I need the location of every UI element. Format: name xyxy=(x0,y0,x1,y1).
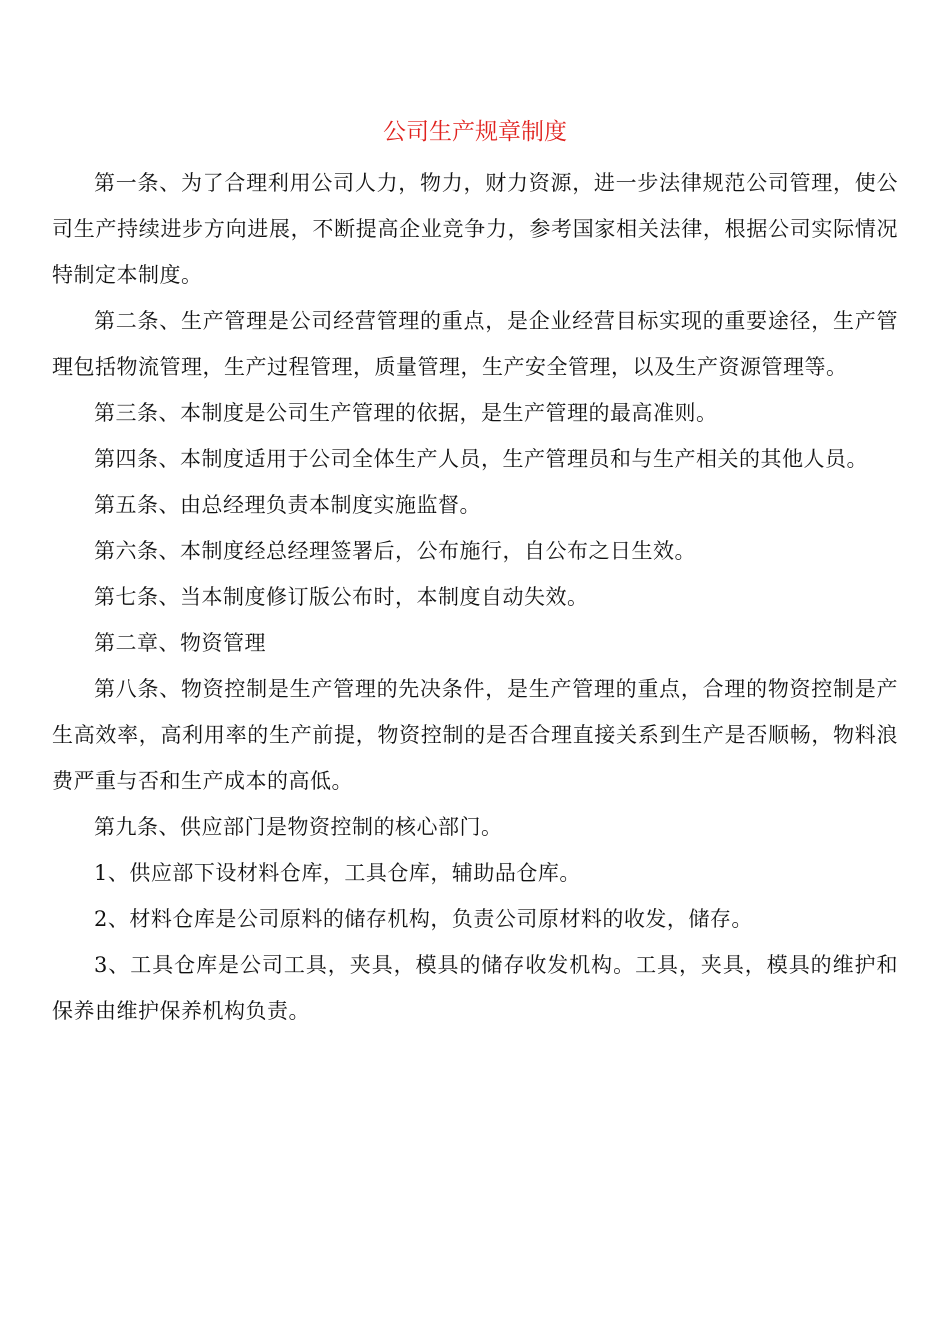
article-4: 第四条、本制度适用于公司全体生产人员，生产管理员和与生产相关的其他人员。 xyxy=(94,447,868,471)
article-3: 第三条、本制度是公司生产管理的依据，是生产管理的最高准则。 xyxy=(94,401,718,425)
article-5: 第五条、由总经理负责本制度实施监督。 xyxy=(94,493,481,517)
chapter-heading: 第二章、物资管理 xyxy=(94,631,266,655)
list-item-3: 3、工具仓库是公司工具，夹具，模具的储存收发机构。工具，夹具，模具的维护和保养由维护保养机构负责。 xyxy=(52,953,898,1023)
article-6: 第六条、本制度经总经理签署后，公布施行，自公布之日生效。 xyxy=(94,539,696,563)
list-item-1: 1、供应部下设材料仓库，工具仓库，辅助品仓库。 xyxy=(94,861,581,885)
article-2: 第二条、生产管理是公司经营管理的重点，是企业经营目标实现的重要途径，生产管理包括物流管理，生产过程管理，质量管理，生产安全管理，以及生产资源管理等。 xyxy=(52,309,898,379)
page-title: 公司生产规章制度 xyxy=(383,119,567,145)
article-7: 第七条、当本制度修订版公布时，本制度自动失效。 xyxy=(94,585,589,609)
article-1: 第一条、为了合理利用公司人力，物力，财力资源，进一步法律规范公司管理，使公司生产持续进步方向进展，不断提高企业竞争力，参考国家相关法律，根据公司实际情况特制定本制度。 xyxy=(52,171,898,287)
list-item-2: 2、材料仓库是公司原料的储存机构，负责公司原材料的收发，储存。 xyxy=(94,907,753,931)
article-9: 第九条、供应部门是物资控制的核心部门。 xyxy=(94,815,503,839)
article-8: 第八条、物资控制是生产管理的先决条件，是生产管理的重点，合理的物资控制是产生高效率，高利用率的生产前提，物资控制的是否合理直接关系到生产是否顺畅，物料浪费严重与否和生产成本的高低。 xyxy=(52,677,898,793)
